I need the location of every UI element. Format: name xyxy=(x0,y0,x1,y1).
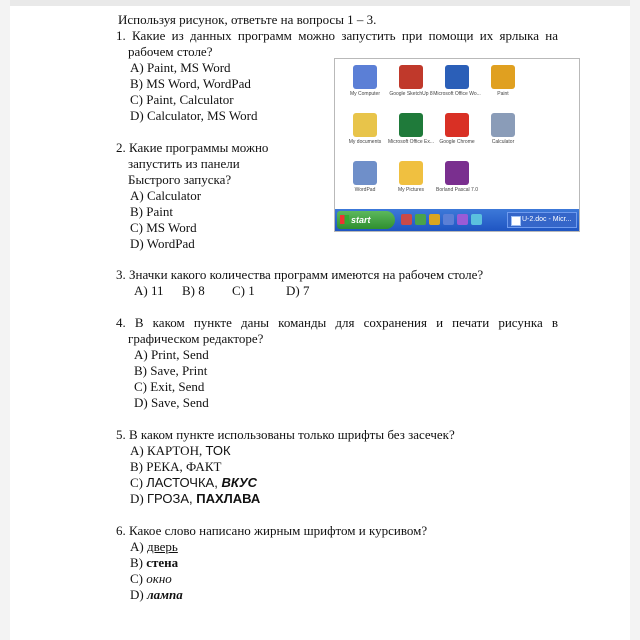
q3-option-a: A) 11 xyxy=(134,283,164,298)
q6-option-a-word: дверь xyxy=(146,539,178,554)
desktop-area xyxy=(335,59,579,209)
excel-icon xyxy=(399,113,423,137)
calculator-icon xyxy=(491,113,515,137)
q1-option-d: D) Calculator, MS Word xyxy=(130,108,258,123)
desktop-shortcut xyxy=(387,65,435,109)
desktop-shortcut xyxy=(479,65,527,109)
desktop-shortcut-label: My Pictures xyxy=(397,187,425,193)
q2-option-d: D) WordPad xyxy=(130,236,195,251)
desktop-shortcut xyxy=(341,161,389,205)
q1-option-c: C) Paint, Calculator xyxy=(130,92,234,107)
task-label: U-2.doc - Micr... xyxy=(522,216,572,223)
q5-option-c-word2: ВКУС xyxy=(221,475,258,490)
q6-option-d-prefix: D) xyxy=(130,587,147,602)
desktop-shortcut-label: My Computer xyxy=(349,91,380,97)
paint-icon xyxy=(491,65,515,89)
desktop-shortcut xyxy=(433,113,481,157)
computer-icon xyxy=(353,65,377,89)
q4-option-d: D) Save, Send xyxy=(134,395,209,410)
desktop-shortcut-label: WordPad xyxy=(354,187,376,193)
q2-option-c: C) MS Word xyxy=(130,220,197,235)
q6-option-c-prefix: C) xyxy=(130,571,147,586)
q1-option-a: A) Paint, MS Word xyxy=(130,60,231,75)
q5-option-c-word1: ЛАСТОЧКА, xyxy=(146,475,222,490)
q4-option-c: C) Exit, Send xyxy=(134,379,205,394)
q4-option-a: A) Print, Send xyxy=(134,347,209,362)
q6-option-b-prefix: B) xyxy=(130,555,147,570)
q6-option-b-word: стена xyxy=(146,555,179,570)
pascal-icon xyxy=(445,161,469,185)
intro-text: Используя рисунок, ответьте на вопросы 1 – 3. xyxy=(118,12,377,27)
q1-option-b: B) MS Word, WordPad xyxy=(130,76,251,91)
taskbar xyxy=(335,209,579,231)
q6-option-c-word: окно xyxy=(146,571,172,586)
desktop-shortcut xyxy=(479,113,527,157)
q1-text-line1: 1. Какие из данных программ можно запустить при помощи их ярлыка на xyxy=(116,28,558,43)
q2-text-line3: Быстрого запуска? xyxy=(128,172,232,187)
q2-text-line2: запустить из панели xyxy=(128,156,240,171)
q6-option-a-prefix: A) xyxy=(130,539,147,554)
folder-icon xyxy=(353,113,377,137)
desktop-shortcut-label: Google Chrome xyxy=(439,139,475,145)
desktop-shortcut xyxy=(433,161,481,205)
q5-option-c xyxy=(130,475,257,491)
q1-text-line2: рабочем столе? xyxy=(128,44,213,59)
q3-option-d: D) 7 xyxy=(286,283,310,298)
q5-text: 5. В каком пункте использованы только шрифты без засечек? xyxy=(116,427,455,442)
windows-flag-icon xyxy=(340,215,349,224)
desktop-shortcut-label: Paint xyxy=(497,91,509,97)
desktop-shortcut xyxy=(433,65,481,109)
desktop-shortcut xyxy=(341,65,389,109)
chrome-icon xyxy=(445,113,469,137)
q4-text-line2: графическом редакторе? xyxy=(128,331,264,346)
q5-option-c-prefix: C) xyxy=(130,475,147,490)
desktop-shortcut-label: Microsoft Office Ex... xyxy=(387,139,435,145)
q5-option-a xyxy=(130,443,231,459)
q5-option-a-word: ТОК xyxy=(205,443,231,458)
q6-option-d-word: лампа xyxy=(146,587,183,602)
quicklaunch-icon-2 xyxy=(415,214,426,225)
quicklaunch-icon-1 xyxy=(401,214,412,225)
desktop-shortcut-label: Borland Pascal 7.0 xyxy=(436,187,478,193)
document-icon xyxy=(511,216,521,226)
q3-text: 3. Значки какого количества программ имеются на рабочем столе? xyxy=(116,267,484,282)
word-icon xyxy=(445,65,469,89)
q5-option-d-prefix: D) xyxy=(130,491,147,506)
desktop-shortcut-label: Microsoft Office Wo... xyxy=(433,91,481,97)
page-frame-top xyxy=(0,0,640,6)
q3-option-c: C) 1 xyxy=(232,283,255,298)
quicklaunch-icon-6 xyxy=(471,214,482,225)
taskbar-task-word-doc xyxy=(507,212,577,228)
q5-option-d xyxy=(130,491,260,507)
q6-option-a xyxy=(130,539,178,555)
q2-option-b: B) Paint xyxy=(130,204,173,219)
q2-text-line1: 2. Какие программы можно xyxy=(116,140,269,155)
q5-option-b: B) РЕКА, ФАКТ xyxy=(130,459,222,474)
q4-option-b: B) Save, Print xyxy=(134,363,208,378)
q3-option-b: B) 8 xyxy=(182,283,205,298)
desktop-shortcut-label: Calculator xyxy=(491,139,515,145)
q6-option-b xyxy=(130,555,178,571)
wordpad-icon xyxy=(353,161,377,185)
page-frame-left xyxy=(0,0,10,640)
start-label: start xyxy=(351,215,371,225)
q5-option-d-word2: ПАХЛАВА xyxy=(196,491,261,506)
desktop-shortcut xyxy=(387,161,435,205)
q6-option-c xyxy=(130,571,172,587)
q6-option-d xyxy=(130,587,183,603)
desktop-shortcut xyxy=(341,113,389,157)
quicklaunch-icon-3 xyxy=(429,214,440,225)
q2-option-a: A) Calculator xyxy=(130,188,202,203)
q5-option-a-prefix: A) КАРТОН, xyxy=(130,443,206,458)
quicklaunch-icon-4 xyxy=(443,214,454,225)
start-button xyxy=(337,211,395,229)
q4-text-line1: 4. В каком пункте даны команды для сохранения и печати рисунка в xyxy=(116,315,558,330)
desktop-shortcut-label: My documents xyxy=(348,139,382,145)
sketchup-icon xyxy=(399,65,423,89)
quicklaunch-icon-5 xyxy=(457,214,468,225)
desktop-screenshot xyxy=(334,58,580,232)
desktop-shortcut xyxy=(387,113,435,157)
q5-option-d-word1: ГРОЗА, xyxy=(146,491,197,506)
page-frame-right xyxy=(630,0,640,640)
desktop-shortcut-label: Google SketchUp 8 xyxy=(389,91,433,97)
pictures-folder-icon xyxy=(399,161,423,185)
q6-text: 6. Какое слово написано жирным шрифтом и курсивом? xyxy=(116,523,428,538)
